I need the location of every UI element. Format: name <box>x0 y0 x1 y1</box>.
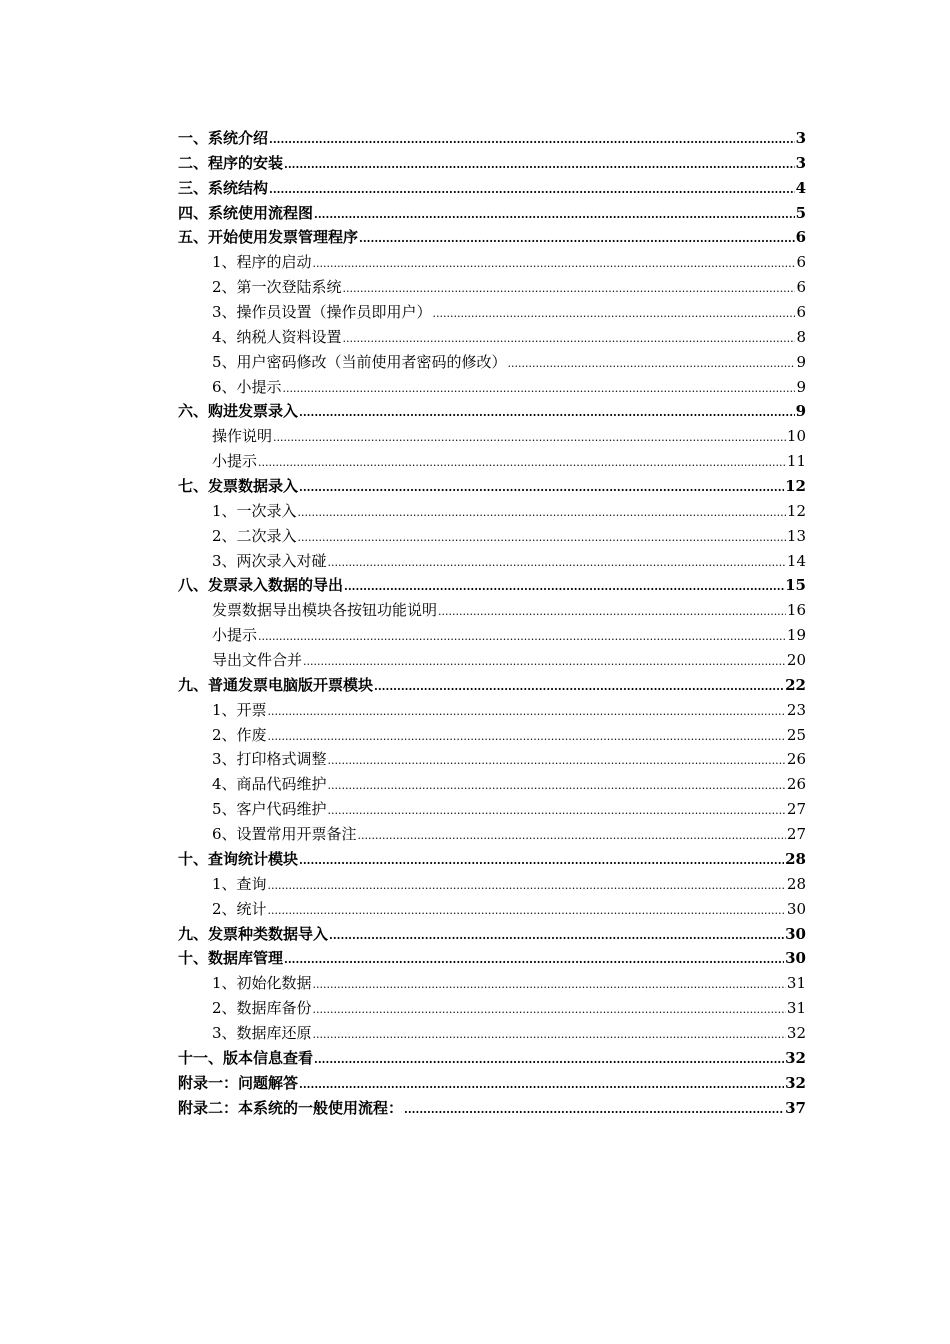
toc-entry-page-number: 31 <box>786 974 806 993</box>
toc-entry-page-number: 3 <box>795 153 806 172</box>
toc-entry-section[interactable] <box>178 375 806 400</box>
toc-entry-section[interactable] <box>178 524 806 549</box>
toc-entry-title: 3、操作员设置（操作员即用户） <box>212 303 432 322</box>
toc-entry-title: 十一、版本信息查看 <box>178 1048 314 1067</box>
table-of-contents <box>178 126 806 1120</box>
dot-leader <box>298 524 786 551</box>
toc-entry-page-number: 19 <box>786 626 806 645</box>
toc-entry-title: 2、数据库备份 <box>212 999 312 1018</box>
dot-leader <box>329 922 784 949</box>
dot-leader <box>359 225 795 252</box>
dot-leader <box>343 325 796 352</box>
toc-entry-page-number: 30 <box>785 924 806 943</box>
toc-entry-page-number: 9 <box>796 352 806 371</box>
toc-entry-title: 附录一：问题解答 <box>178 1073 299 1092</box>
toc-entry-page-number: 28 <box>786 874 806 893</box>
toc-entry-page-number: 12 <box>785 477 806 496</box>
toc-entry-title: 1、程序的启动 <box>212 253 312 272</box>
toc-entry-page-number: 13 <box>786 526 806 545</box>
dot-leader <box>313 250 796 277</box>
dot-leader <box>299 847 784 874</box>
toc-entry-section[interactable] <box>178 872 806 897</box>
toc-entry-chapter[interactable] <box>178 1096 806 1121</box>
toc-entry-title: 九、发票种类数据导入 <box>178 924 329 943</box>
dot-leader <box>328 549 786 576</box>
toc-entry-title: 4、商品代码维护 <box>212 775 327 794</box>
toc-entry-page-number: 14 <box>786 551 806 570</box>
dot-leader <box>283 375 796 402</box>
toc-entry-page-number: 32 <box>786 1023 806 1042</box>
toc-entry-title: 4、纳税人资料设置 <box>212 327 342 346</box>
dot-leader <box>343 275 796 302</box>
toc-entry-section[interactable] <box>178 747 806 772</box>
dot-leader <box>299 1071 784 1098</box>
toc-entry-page-number: 9 <box>796 377 806 396</box>
toc-entry-chapter[interactable] <box>178 201 806 226</box>
toc-entry-title: 6、设置常用开票备注 <box>212 825 357 844</box>
dot-leader <box>508 350 796 377</box>
dot-leader <box>273 424 786 451</box>
toc-entry-section[interactable] <box>178 648 806 673</box>
dot-leader <box>404 1096 784 1123</box>
toc-entry-title: 2、作废 <box>212 725 267 744</box>
dot-leader <box>299 399 795 426</box>
toc-entry-title: 十、数据库管理 <box>178 949 284 968</box>
toc-entry-page-number: 6 <box>796 278 806 297</box>
dot-leader <box>284 946 784 973</box>
toc-entry-page-number: 16 <box>786 601 806 620</box>
toc-entry-page-number: 32 <box>785 1073 806 1092</box>
toc-entry-page-number: 8 <box>796 327 806 346</box>
dot-leader <box>344 573 784 600</box>
toc-entry-title: 发票数据导出模块各按钮功能说明 <box>212 601 438 620</box>
toc-entry-page-number: 30 <box>785 949 806 968</box>
dot-leader <box>314 201 795 228</box>
toc-entry-chapter[interactable] <box>178 176 806 201</box>
toc-entry-page-number: 15 <box>785 576 806 595</box>
toc-entry-title: 六、购进发票录入 <box>178 402 299 421</box>
toc-entry-chapter[interactable] <box>178 922 806 947</box>
toc-entry-page-number: 31 <box>786 999 806 1018</box>
toc-entry-section[interactable] <box>178 275 806 300</box>
toc-entry-chapter[interactable] <box>178 847 806 872</box>
dot-leader <box>258 449 786 476</box>
dot-leader <box>268 872 786 899</box>
toc-entry-page-number: 26 <box>786 750 806 769</box>
toc-entry-page-number: 37 <box>785 1098 806 1117</box>
toc-entry-page-number: 6 <box>796 253 806 272</box>
toc-entry-section[interactable] <box>178 250 806 275</box>
toc-entry-title: 1、查询 <box>212 874 267 893</box>
toc-entry-section[interactable] <box>178 698 806 723</box>
dot-leader <box>438 598 786 625</box>
toc-entry-title: 一、系统介绍 <box>178 129 269 147</box>
toc-entry-title: 3、打印格式调整 <box>212 750 327 769</box>
toc-entry-chapter[interactable] <box>178 126 806 151</box>
toc-entry-title: 附录二：本系统的一般使用流程： <box>178 1098 404 1117</box>
dot-leader <box>313 996 786 1023</box>
toc-entry-title: 三、系统结构 <box>178 178 269 197</box>
toc-entry-page-number: 11 <box>786 452 806 471</box>
toc-entry-page-number: 3 <box>795 129 806 147</box>
toc-entry-title: 1、初始化数据 <box>212 974 312 993</box>
toc-entry-title: 3、两次录入对碰 <box>212 551 327 570</box>
toc-entry-section[interactable] <box>178 424 806 449</box>
toc-entry-section[interactable] <box>178 598 806 623</box>
dot-leader <box>268 698 786 725</box>
toc-entry-title: 小提示 <box>212 452 258 471</box>
toc-entry-title: 1、开票 <box>212 700 267 719</box>
toc-entry-page-number: 6 <box>796 303 806 322</box>
toc-entry-title: 2、统计 <box>212 899 267 918</box>
toc-entry-page-number: 12 <box>786 501 806 520</box>
toc-entry-chapter[interactable] <box>178 1071 806 1096</box>
toc-entry-page-number: 22 <box>785 675 806 694</box>
toc-entry-chapter[interactable] <box>178 946 806 971</box>
dot-leader <box>313 971 786 998</box>
toc-entry-title: 操作说明 <box>212 427 273 446</box>
toc-entry-section[interactable] <box>178 350 806 375</box>
dot-leader <box>284 151 795 178</box>
toc-entry-page-number: 25 <box>786 725 806 744</box>
toc-entry-title: 2、第一次登陆系统 <box>212 278 342 297</box>
toc-entry-chapter[interactable] <box>178 474 806 499</box>
toc-entry-title: 5、客户代码维护 <box>212 800 327 819</box>
dot-leader <box>433 300 796 327</box>
dot-leader <box>299 474 784 501</box>
toc-entry-title: 七、发票数据录入 <box>178 477 299 496</box>
toc-entry-section[interactable] <box>178 325 806 350</box>
toc-entry-chapter[interactable] <box>178 151 806 176</box>
toc-entry-title: 导出文件合并 <box>212 651 303 670</box>
dot-leader <box>303 648 786 675</box>
toc-entry-title: 1、一次录入 <box>212 501 297 520</box>
toc-entry-title: 2、二次录入 <box>212 526 297 545</box>
dot-leader <box>268 723 786 750</box>
toc-entry-chapter[interactable] <box>178 573 806 598</box>
toc-entry-section[interactable] <box>178 499 806 524</box>
toc-entry-section[interactable] <box>178 822 806 847</box>
toc-entry-title: 5、用户密码修改（当前使用者密码的修改） <box>212 352 507 371</box>
toc-entry-title: 五、开始使用发票管理程序 <box>178 228 359 247</box>
toc-entry-section[interactable] <box>178 549 806 574</box>
dot-leader <box>358 822 786 849</box>
dot-leader <box>258 623 786 650</box>
dot-leader <box>298 499 786 526</box>
toc-entry-page-number: 26 <box>786 775 806 794</box>
toc-entry-section[interactable] <box>178 772 806 797</box>
toc-entry-section[interactable] <box>178 797 806 822</box>
toc-entry-title: 二、程序的安装 <box>178 153 284 172</box>
toc-entry-page-number: 32 <box>785 1048 806 1067</box>
toc-entry-title: 四、系统使用流程图 <box>178 203 314 222</box>
toc-entry-chapter[interactable] <box>178 225 806 250</box>
toc-entry-chapter[interactable] <box>178 399 806 424</box>
toc-entry-page-number: 9 <box>795 402 806 421</box>
toc-entry-chapter[interactable] <box>178 673 806 698</box>
dot-leader <box>268 897 786 924</box>
dot-leader <box>328 772 786 799</box>
toc-entry-page-number: 28 <box>785 849 806 868</box>
toc-entry-page-number: 27 <box>786 800 806 819</box>
toc-entry-page-number: 27 <box>786 825 806 844</box>
toc-entry-title: 十、查询统计模块 <box>178 849 299 868</box>
toc-entry-page-number: 20 <box>786 651 806 670</box>
toc-entry-page-number: 23 <box>786 700 806 719</box>
toc-entry-title: 九、普通发票电脑版开票模块 <box>178 675 374 694</box>
toc-entry-page-number: 10 <box>786 427 806 446</box>
toc-entry-section[interactable] <box>178 897 806 922</box>
toc-entry-section[interactable] <box>178 449 806 474</box>
toc-entry-page-number: 30 <box>786 899 806 918</box>
toc-entry-title: 八、发票录入数据的导出 <box>178 576 344 595</box>
dot-leader <box>328 747 786 774</box>
toc-entry-section[interactable] <box>178 300 806 325</box>
dot-leader <box>374 673 784 700</box>
dot-leader <box>269 126 795 153</box>
toc-entry-title: 小提示 <box>212 626 258 645</box>
toc-entry-title: 3、数据库还原 <box>212 1023 312 1042</box>
dot-leader <box>328 797 786 824</box>
toc-entry-section[interactable] <box>178 996 806 1021</box>
toc-entry-page-number: 6 <box>795 228 806 247</box>
toc-entry-page-number: 4 <box>795 178 806 197</box>
dot-leader <box>269 176 795 203</box>
dot-leader <box>313 1021 786 1048</box>
toc-entry-section[interactable] <box>178 623 806 648</box>
toc-entry-title: 6、小提示 <box>212 377 282 396</box>
toc-entry-section[interactable] <box>178 723 806 748</box>
toc-entry-page-number: 5 <box>795 203 806 222</box>
toc-entry-section[interactable] <box>178 971 806 996</box>
dot-leader <box>314 1046 784 1073</box>
toc-entry-chapter[interactable] <box>178 1046 806 1071</box>
toc-entry-section[interactable] <box>178 1021 806 1046</box>
